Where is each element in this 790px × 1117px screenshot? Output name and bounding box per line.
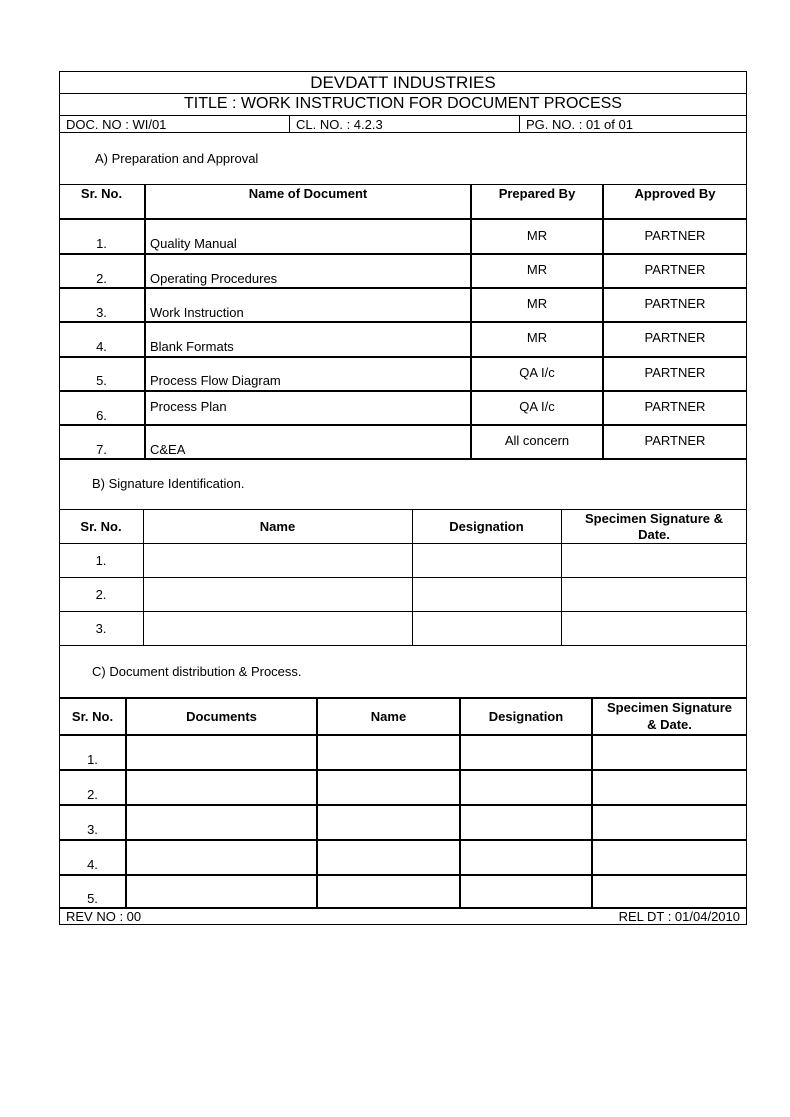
col-header-sr-no: Sr. No. xyxy=(80,519,122,534)
divider xyxy=(59,115,747,116)
col-header-name: Name xyxy=(370,709,407,724)
row-document-name: C&EA xyxy=(150,442,186,457)
row-document-name: Process Plan xyxy=(150,399,227,414)
divider xyxy=(125,697,127,908)
row-document-name: Process Flow Diagram xyxy=(150,373,281,388)
row-prepared-by: MR xyxy=(526,330,548,345)
divider xyxy=(59,218,747,220)
col-header-documents: Documents xyxy=(186,709,257,724)
divider xyxy=(59,390,747,392)
divider xyxy=(59,93,747,94)
row-approved-by: PARTNER xyxy=(644,296,706,311)
divider xyxy=(59,611,747,612)
row-document-name: Work Instruction xyxy=(150,305,244,320)
row-sr-no: 1. xyxy=(96,236,107,251)
company-name: DEVDATT INDUSTRIES xyxy=(310,73,496,92)
row-sr-no: 2. xyxy=(95,587,107,602)
rel-dt: REL DT : 01/04/2010 xyxy=(618,909,740,924)
col-header-name-of-document: Name of Document xyxy=(248,186,368,201)
divider xyxy=(59,874,747,876)
row-sr-no: 2. xyxy=(96,271,107,286)
divider xyxy=(59,424,747,426)
col-header-sr-no: Sr. No. xyxy=(80,186,123,201)
divider xyxy=(59,804,747,806)
divider xyxy=(316,697,318,908)
document-title: TITLE : WORK INSTRUCTION FOR DOCUMENT PROCESS xyxy=(184,95,622,112)
row-sr-no: 5. xyxy=(87,891,98,906)
row-sr-no: 3. xyxy=(87,822,98,837)
row-sr-no: 3. xyxy=(96,305,107,320)
col-header-specimen-signature-line1: Specimen Signature xyxy=(607,700,732,715)
row-prepared-by: QA I/c xyxy=(519,399,555,414)
divider xyxy=(59,253,747,255)
section-b-heading: B) Signature Identification. xyxy=(92,476,245,491)
col-header-specimen-signature-line2: Date. xyxy=(638,527,670,542)
divider xyxy=(59,645,747,646)
row-sr-no: 3. xyxy=(95,621,107,636)
divider xyxy=(59,509,747,510)
row-sr-no: 6. xyxy=(96,408,107,423)
divider xyxy=(59,697,747,699)
divider xyxy=(459,697,461,908)
row-document-name: Blank Formats xyxy=(150,339,234,354)
col-header-sr-no: Sr. No. xyxy=(71,709,114,724)
section-a-heading: A) Preparation and Approval xyxy=(95,151,259,166)
row-sr-no: 1. xyxy=(95,553,107,568)
pg-no: PG. NO. : 01 of 01 xyxy=(526,117,633,132)
doc-no: DOC. NO : WI/01 xyxy=(66,117,167,132)
row-approved-by: PARTNER xyxy=(644,433,706,448)
row-sr-no: 4. xyxy=(87,857,98,872)
divider xyxy=(59,184,747,185)
col-header-approved-by: Approved By xyxy=(634,186,716,201)
divider xyxy=(59,839,747,841)
divider xyxy=(59,769,747,771)
divider xyxy=(591,697,593,908)
col-header-specimen-signature-line2: & Date. xyxy=(647,717,692,732)
row-approved-by: PARTNER xyxy=(644,228,706,243)
row-document-name: Operating Procedures xyxy=(150,271,278,286)
col-header-specimen-signature-line1: Specimen Signature & xyxy=(585,511,723,526)
row-document-name: Quality Manual xyxy=(150,236,237,251)
row-prepared-by: QA I/c xyxy=(519,365,555,380)
row-sr-no: 4. xyxy=(96,339,107,354)
divider xyxy=(59,734,747,736)
divider xyxy=(519,115,520,132)
divider xyxy=(59,356,747,358)
divider xyxy=(59,577,747,578)
row-approved-by: PARTNER xyxy=(644,399,706,414)
row-prepared-by: MR xyxy=(526,228,548,243)
col-header-designation: Designation xyxy=(449,519,524,534)
row-prepared-by: MR xyxy=(526,262,548,277)
row-approved-by: PARTNER xyxy=(644,365,706,380)
col-header-name: Name xyxy=(259,519,296,534)
divider xyxy=(59,132,747,133)
row-sr-no: 2. xyxy=(87,787,98,802)
row-sr-no: 1. xyxy=(87,752,98,767)
cl-no: CL. NO. : 4.2.3 xyxy=(296,117,383,132)
row-sr-no: 7. xyxy=(96,442,107,457)
row-approved-by: PARTNER xyxy=(644,262,706,277)
col-header-designation: Designation xyxy=(488,709,564,724)
row-approved-by: PARTNER xyxy=(644,330,706,345)
divider xyxy=(59,287,747,289)
row-prepared-by: MR xyxy=(526,296,548,311)
divider xyxy=(289,115,290,132)
rev-no: REV NO : 00 xyxy=(66,909,142,924)
divider xyxy=(59,321,747,323)
row-prepared-by: All concern xyxy=(504,433,570,448)
row-sr-no: 5. xyxy=(96,373,107,388)
divider xyxy=(59,458,747,460)
section-c-heading: C) Document distribution & Process. xyxy=(92,664,302,679)
col-header-prepared-by: Prepared By xyxy=(498,186,576,201)
divider xyxy=(59,543,747,544)
